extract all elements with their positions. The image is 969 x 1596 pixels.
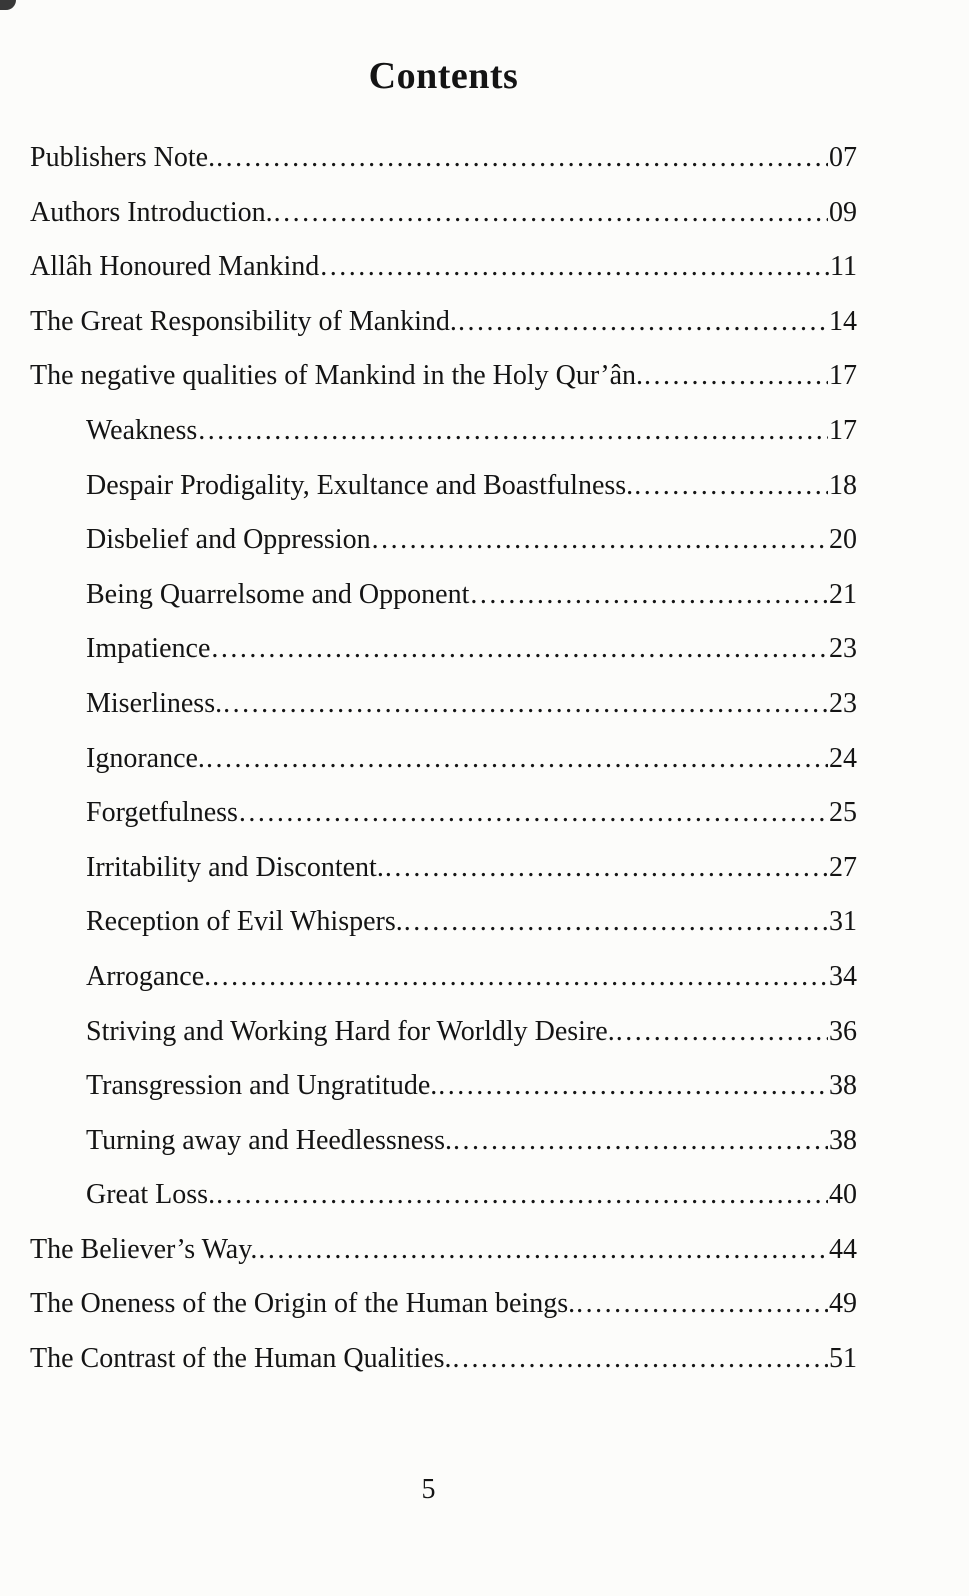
toc-entry-label: The Believer’s Way. (30, 1233, 258, 1265)
toc-entry-label: Reception of Evil Whispers. (86, 906, 403, 938)
toc-dot-leader (452, 1343, 828, 1375)
toc-entry-page: 36 (829, 1015, 857, 1047)
toc-dot-leader (320, 251, 829, 283)
toc-dot-leader (198, 415, 828, 447)
toc-dot-leader (644, 360, 828, 392)
toc-entry-page: 18 (829, 469, 857, 501)
toc-dot-leader (372, 524, 828, 556)
toc-dot-leader (274, 197, 828, 229)
toc-dot-leader (634, 470, 828, 502)
toc-entry-page: 25 (829, 797, 857, 829)
toc-entry (30, 961, 857, 1016)
toc-entry (30, 524, 857, 579)
toc-entry (30, 688, 857, 743)
toc-entry-label: Weakness (86, 414, 198, 446)
toc-entry (30, 797, 857, 852)
toc-entry-label: The negative qualities of Mankind in the Holy Qur’ân. (30, 360, 643, 392)
toc-entry-page: 51 (829, 1343, 857, 1375)
toc-entry-page: 09 (829, 196, 857, 228)
toc-entry-label: Forgetfulness (86, 797, 238, 829)
toc-entry (30, 415, 857, 470)
toc-dot-leader (438, 1070, 828, 1102)
toc-entry-label: Being Quarrelsome and Opponent (86, 578, 470, 610)
toc-dot-leader (223, 688, 828, 720)
toc-dot-leader (239, 797, 828, 829)
toc-entry-label: The Oneness of the Origin of the Human beings. (30, 1288, 576, 1320)
toc-entry (30, 633, 857, 688)
toc-dot-leader (206, 743, 828, 775)
toc-entry-page: 14 (829, 305, 857, 337)
toc-entry-label: The Contrast of the Human Qualities. (30, 1343, 452, 1375)
toc-entry-page: 31 (829, 906, 857, 938)
toc-entry-label: Disbelief and Oppression (86, 524, 371, 556)
toc-entry-page: 20 (829, 524, 857, 556)
toc-entry-page: 38 (829, 1070, 857, 1102)
toc-dot-leader (453, 1125, 828, 1157)
toc-entry (30, 1234, 857, 1289)
toc-entry (30, 197, 857, 252)
toc-entry-page: 17 (829, 360, 857, 392)
toc-entry (30, 470, 857, 525)
toc-entry (30, 852, 857, 907)
toc-dot-leader (212, 961, 828, 993)
toc-dot-leader (470, 579, 828, 611)
toc-entry-page: 17 (829, 414, 857, 446)
toc-dot-leader (616, 1016, 828, 1048)
toc-entry-page: 21 (829, 578, 857, 610)
toc-dot-leader (576, 1288, 828, 1320)
toc-entry (30, 360, 857, 415)
toc-entry-label: Allâh Honoured Mankind (30, 251, 320, 283)
toc-entry (30, 743, 857, 798)
toc-entry-page: 38 (829, 1124, 857, 1156)
footer-page-number: 5 (421, 1474, 436, 1505)
toc-entry-page: 23 (829, 687, 857, 719)
page-title: Contents (368, 55, 519, 97)
toc-entry (30, 1343, 857, 1398)
toc-entry-page: 07 (829, 142, 857, 173)
toc-entry-label: Striving and Working Hard for Worldly Desire. (86, 1015, 615, 1047)
toc-entry-label: Miserliness. (86, 687, 223, 719)
toc-entry-label: Irritability and Discontent. (86, 851, 384, 883)
toc-entry-page: 23 (829, 633, 857, 665)
toc-entry-page: 49 (829, 1288, 857, 1320)
toc-entry-page: 44 (829, 1233, 857, 1265)
toc-dot-leader (211, 633, 828, 665)
toc-entry-page: 27 (829, 851, 857, 883)
toc-entry-label: Turning away and Heedlessness. (86, 1124, 453, 1156)
toc-entry (30, 1070, 857, 1125)
toc-entry-label: Authors Introduction. (30, 196, 273, 228)
toc-dot-leader (458, 306, 828, 338)
toc-entry-label: Publishers Note. (30, 142, 216, 173)
toc-entry-page: 40 (829, 1179, 857, 1211)
toc-entry (30, 579, 857, 634)
toc-entry-label: Ignorance. (86, 742, 205, 774)
toc-entry (30, 1288, 857, 1343)
toc-entry (30, 906, 857, 961)
toc-dot-leader (385, 852, 828, 884)
toc-dot-leader (258, 1234, 828, 1266)
toc-entry (30, 142, 857, 197)
toc-entry-label: Despair Prodigality, Exultance and Boastfulness. (86, 469, 634, 501)
toc-entry (30, 1016, 857, 1071)
toc-dot-leader (216, 1179, 828, 1211)
toc-entry-label: Great Loss. (86, 1179, 216, 1211)
toc-entry-label: Impatience (86, 633, 211, 665)
toc-entry-label: Arrogance. (86, 960, 212, 992)
toc-dot-leader (216, 142, 828, 174)
toc-entry (30, 1179, 857, 1234)
toc-entry-page: 11 (830, 251, 857, 283)
toc-entry-label: The Great Responsibility of Mankind. (30, 305, 457, 337)
toc-entry-page: 24 (829, 742, 857, 774)
toc-entry (30, 306, 857, 361)
toc-entry (30, 1125, 857, 1180)
toc-entry-page: 34 (829, 960, 857, 992)
toc-list (30, 142, 857, 1398)
toc-entry (30, 251, 857, 306)
toc-entry-label: Transgression and Ungratitude. (86, 1070, 438, 1102)
toc-dot-leader (404, 906, 828, 938)
